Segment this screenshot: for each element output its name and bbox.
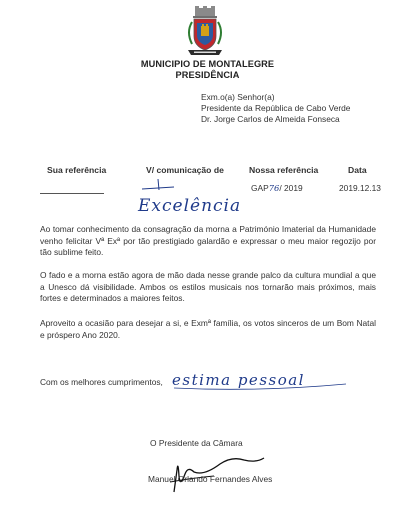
your-reference-header: Sua referência <box>47 165 107 175</box>
our-reference-header: Nossa referência <box>249 165 319 175</box>
coat-of-arms-icon <box>180 6 230 60</box>
body-paragraph-1: Ao tomar conhecimento da consagração da morna a Património Imaterial da Humanidade venho felicitar Vª Exª por tão prestigiado galardão e expressar o meu maior regozijo por tão sublime feito. <box>40 224 376 258</box>
body-paragraph-2: O fado e a morna estão agora de mão dada nesse grande palco da cultura mundial a que a Unesco dá visibilidade. Ambos os estilos musicais nos tornarão mais próximos, mais fortes e determinados a maiores feitos. <box>40 270 376 304</box>
our-reference-prefix: GAP <box>251 183 269 193</box>
our-reference-number: 76 <box>268 183 280 193</box>
signatory-title: O Presidente da Câmara <box>150 438 243 448</box>
recipient-name: Dr. Jorge Carlos de Almeida Fonseca <box>201 114 340 124</box>
recipient-title: Presidente da República de Cabo Verde <box>201 103 351 113</box>
your-communication-header: V/ comunicação de <box>146 165 224 175</box>
handwritten-closing <box>168 366 353 394</box>
date-header: Data <box>348 165 367 175</box>
handwritten-closing-text: estima pessoal <box>172 371 305 389</box>
signature-scribble <box>152 446 270 498</box>
org-department: PRESIDÊNCIA <box>175 70 240 80</box>
date-value: 2019.12.13 <box>339 183 381 193</box>
body-paragraph-3: Aproveito a ocasião para desejar a si, e Exmª família, os votos sinceros de um Bom Natal e próspero Ano 2020. <box>40 318 376 340</box>
closing-text: Com os melhores cumprimentos, <box>40 377 163 387</box>
signatory-name: Manuel Orlando Fernandes Alves <box>148 474 273 484</box>
org-name: MUNICIPIO DE MONTALEGRE <box>140 59 275 69</box>
our-reference-suffix: / 2019 <box>279 183 303 193</box>
recipient-salutation: Exm.o(a) Senhor(a) <box>201 92 275 102</box>
handwritten-excelencia <box>128 176 260 218</box>
our-reference-value <box>251 183 303 193</box>
your-reference-blank-line <box>40 193 104 194</box>
handwritten-excelencia-text: Excelência <box>138 196 242 216</box>
